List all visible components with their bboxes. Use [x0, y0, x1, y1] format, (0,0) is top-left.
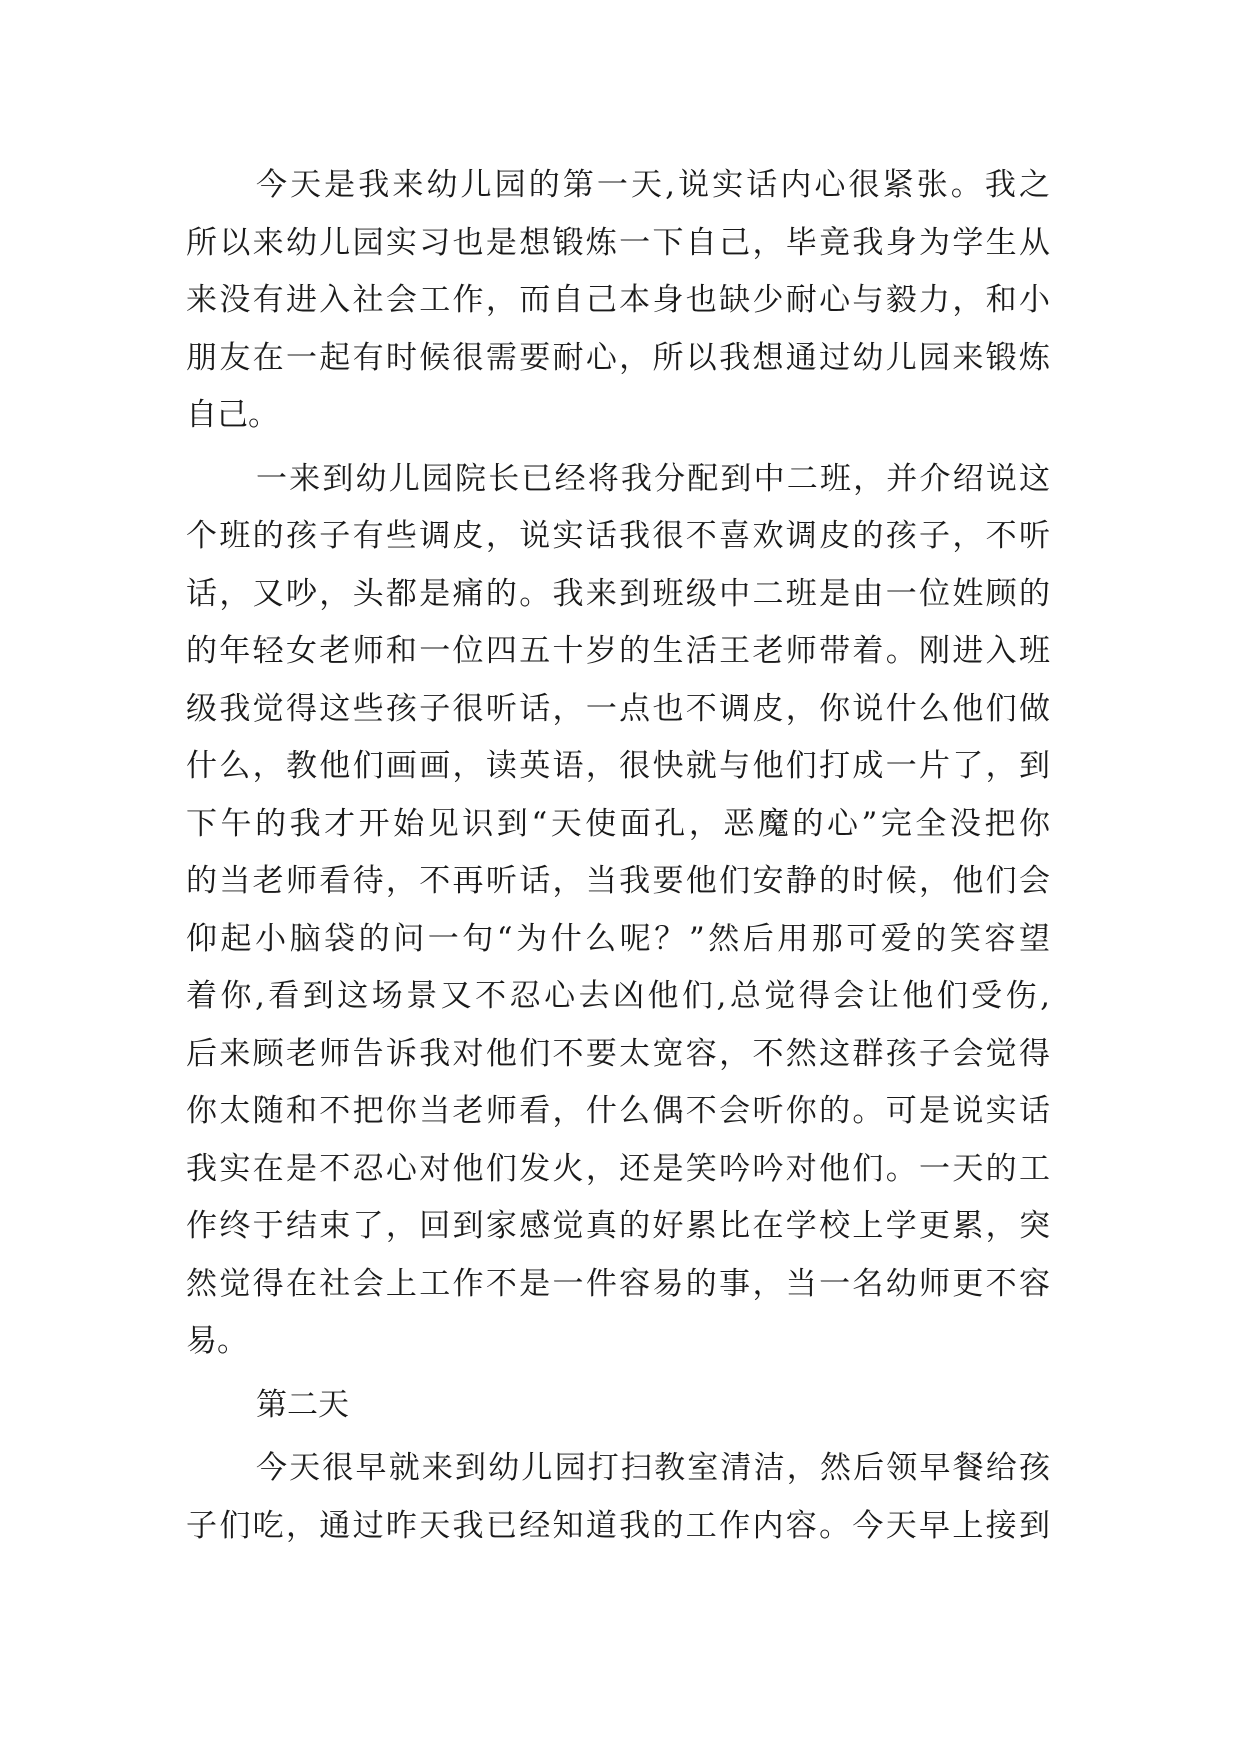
text-line: 今天很早就来到幼儿园打扫教室清洁，然后领早餐给孩 [256, 1450, 1050, 1486]
paragraph [186, 1440, 1050, 1555]
text-line: 话，又吵，头都是痛的。我来到班级中二班是由一位姓顾的 [186, 575, 1050, 612]
text-line: 下午的我才开始见识到“天使面孔，恶魔的心”完全没把你 [186, 805, 1050, 842]
section-heading [186, 1377, 1050, 1435]
text-line: 然觉得在社会上工作不是一件容易的事，当一名幼师更不容 [186, 1265, 1050, 1302]
text-line: 仰起小脑袋的问一句“为什么呢？”然后用那可爱的笑容望 [186, 920, 1050, 957]
text-line: 来没有进入社会工作，而自己本身也缺少耐心与毅力，和小 [186, 282, 1050, 318]
text-line: 作终于结束了，回到家感觉真的好累比在学校上学更累，突 [186, 1208, 1050, 1244]
text-line: 的当老师看待，不再听话，当我要他们安静的时候，他们会 [186, 863, 1050, 899]
text-line: 第二天 [256, 1386, 349, 1423]
text-line: 着你,看到这场景又不忍心去凶他们,总觉得会让他们受伤, [186, 978, 1050, 1014]
text-line: 今天是我来幼儿园的第一天,说实话内心很紧张。我之 [256, 167, 1050, 203]
text-line: 易。 [186, 1323, 248, 1359]
text-line: 我实在是不忍心对他们发火，还是笑吟吟对他们。一天的工 [186, 1150, 1050, 1187]
text-line: 级我觉得这些孩子很听话，一点也不调皮，你说什么他们做 [186, 690, 1050, 727]
document-body [186, 157, 1050, 1555]
text-line: 朋友在一起有时候很需要耐心，所以我想通过幼儿园来锻炼 [186, 339, 1050, 376]
text-line: 一来到幼儿园院长已经将我分配到中二班，并介绍说这 [256, 460, 1050, 497]
paragraph [186, 451, 1050, 1371]
text-line: 的年轻女老师和一位四五十岁的生活王老师带着。刚进入班 [186, 633, 1050, 669]
text-line: 什么，教他们画画，读英语，很快就与他们打成一片了，到 [186, 748, 1050, 784]
text-line: 子们吃，通过昨天我已经知道我的工作内容。今天早上接到 [186, 1507, 1050, 1544]
text-line: 个班的孩子有些调皮，说实话我很不喜欢调皮的孩子，不听 [186, 518, 1050, 554]
text-line: 你太随和不把你当老师看，什么偶不会听你的。可是说实话 [186, 1093, 1050, 1129]
paragraph [186, 157, 1050, 445]
text-line: 所以来幼儿园实习也是想锻炼一下自己，毕竟我身为学生从 [186, 224, 1050, 261]
text-line: 后来顾老师告诉我对他们不要太宽容，不然这群孩子会觉得 [186, 1035, 1050, 1072]
text-line: 自己。 [186, 397, 279, 433]
